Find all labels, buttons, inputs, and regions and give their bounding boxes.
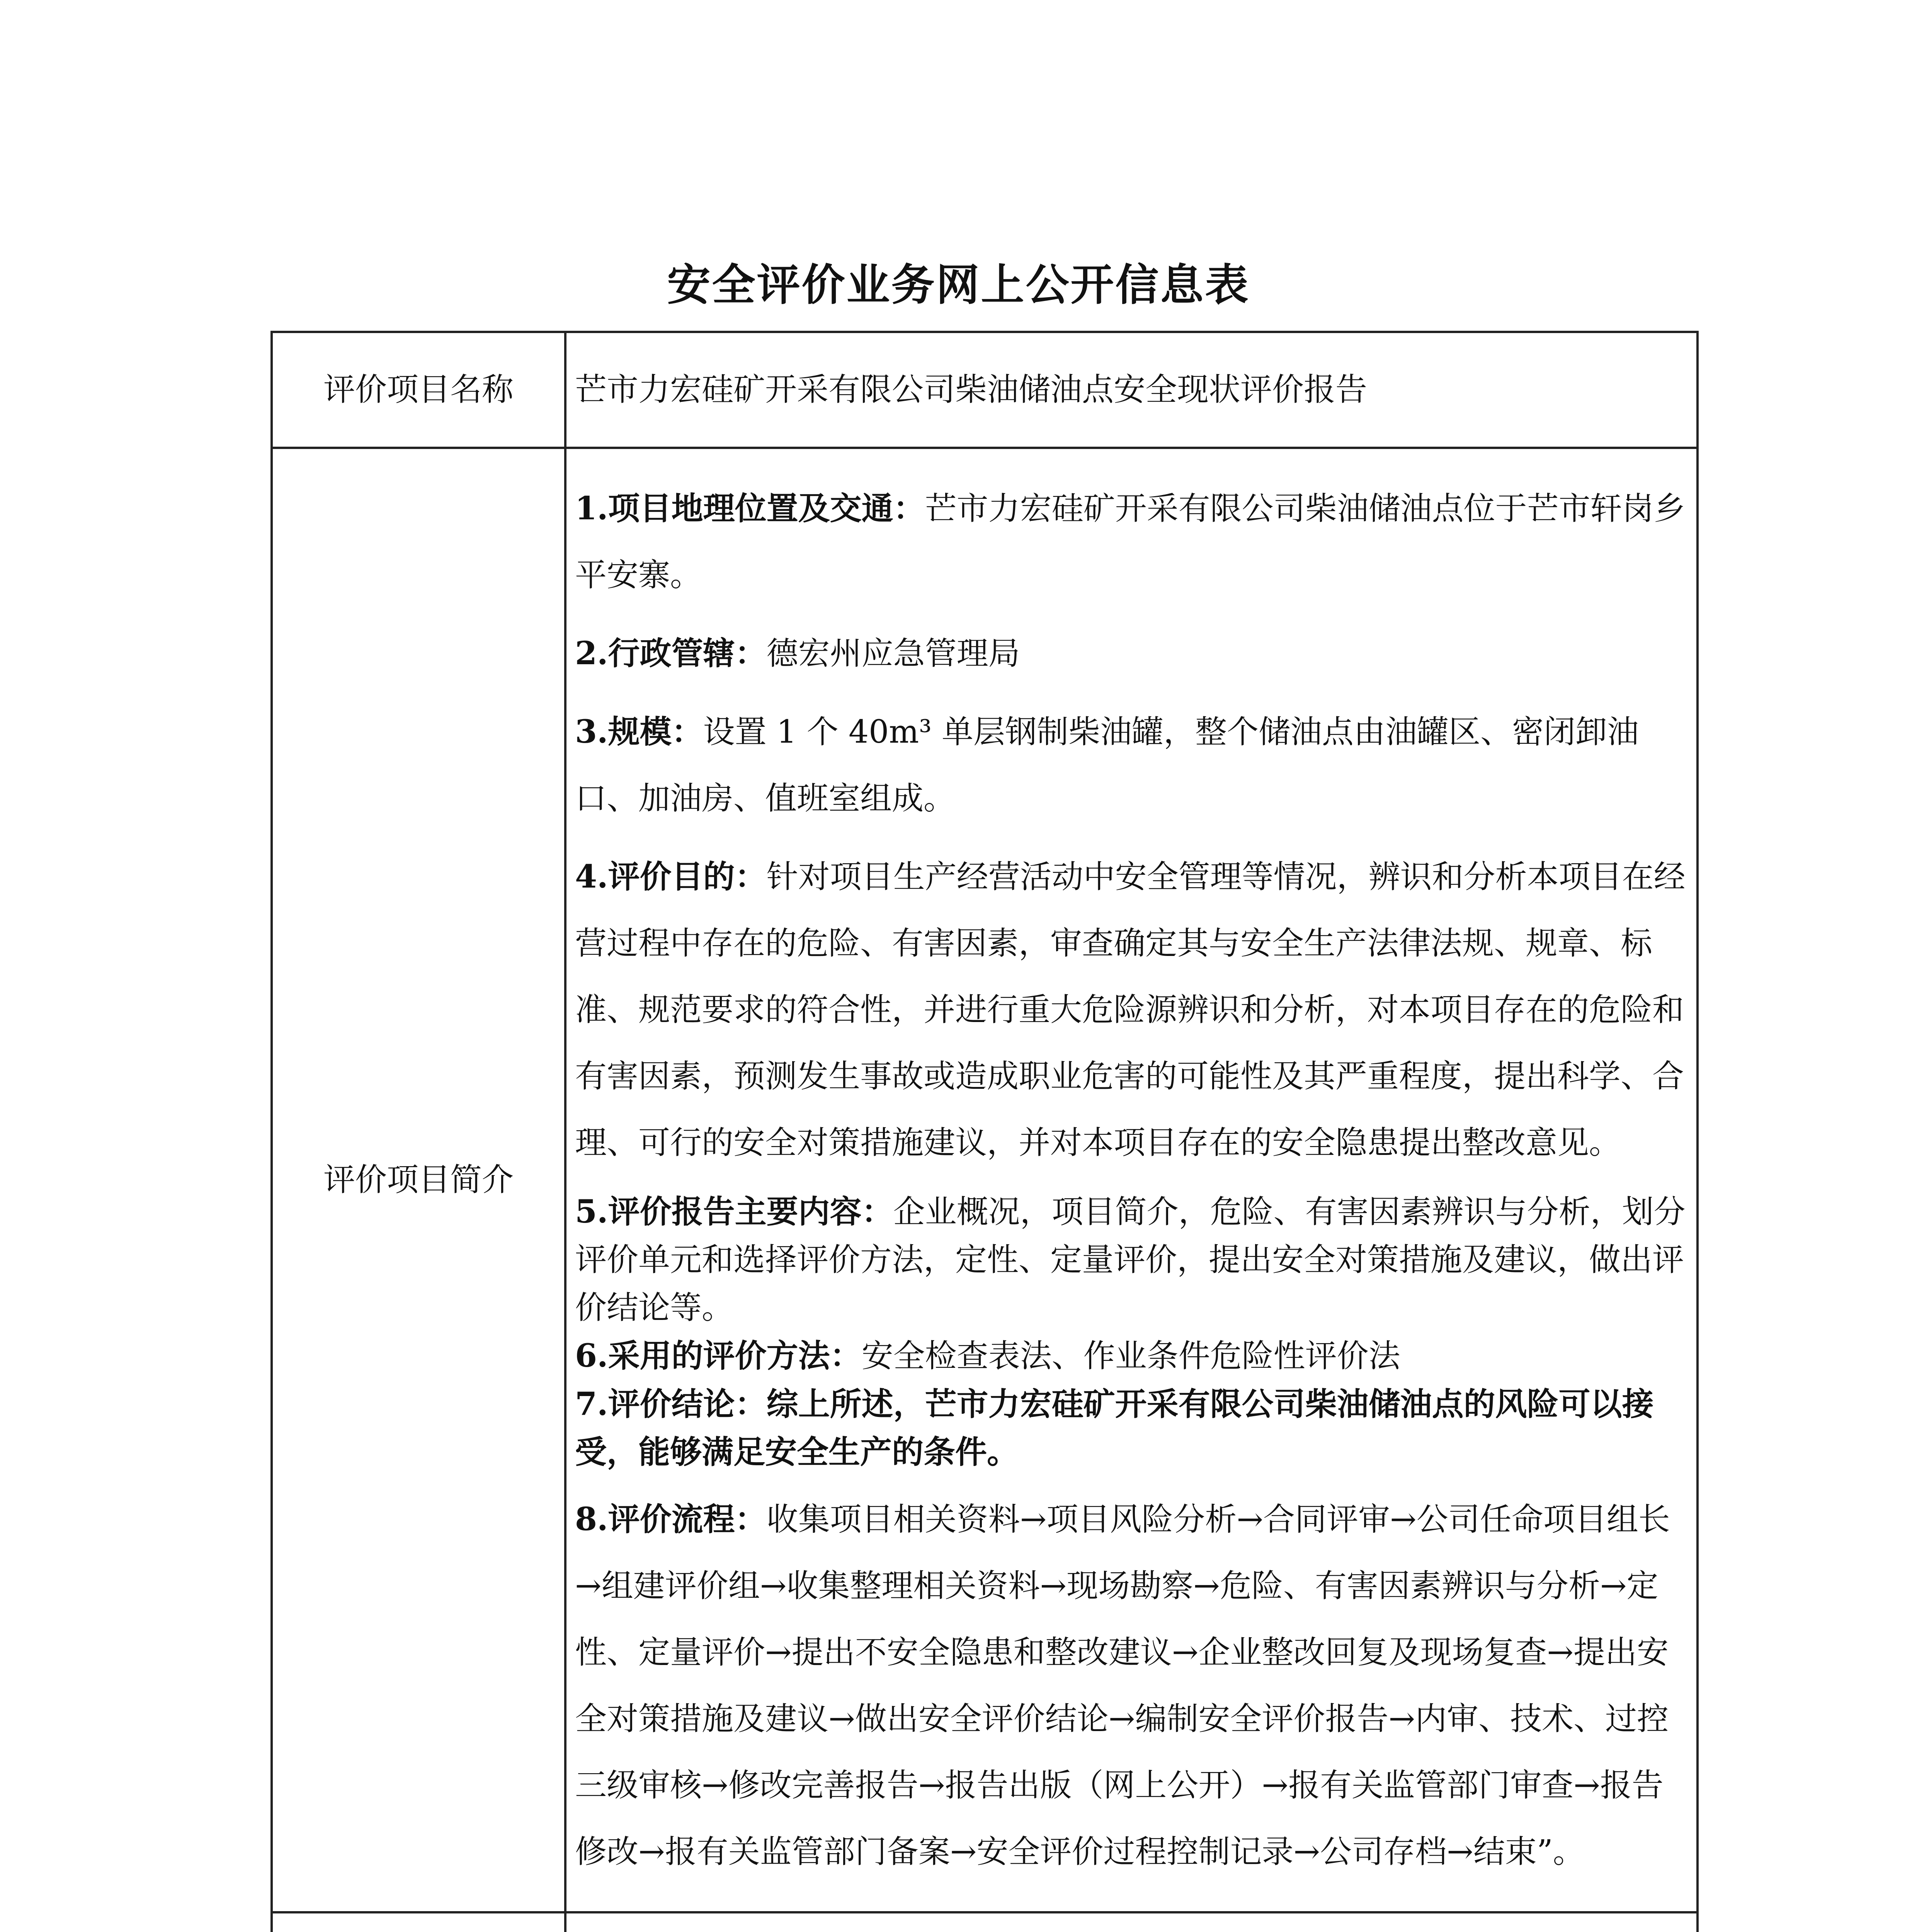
summary-item-heading: 1.项目地理位置及交通： xyxy=(575,490,925,527)
summary-item-heading: 3.规模： xyxy=(575,713,703,750)
summary-item-body: 德宏州应急管理局 xyxy=(766,635,1020,672)
summary-item-location xyxy=(575,475,1688,609)
summary-item-heading: 4.评价目的： xyxy=(575,858,767,895)
summary-label: 评价项目简介 xyxy=(272,448,565,1912)
business-scope-label xyxy=(272,1912,565,1932)
project-name-value: 芒市力宏硅矿开采有限公司柴油储油点安全现状评价报告 xyxy=(565,332,1698,448)
summary-item-body: 设置 1 个 40m³ 单层钢制柴油罐，整个储油点由油罐区、密闭卸油口、加油房、值班室组成。 xyxy=(575,713,1639,817)
summary-item-contents xyxy=(575,1188,1688,1332)
summary-item-process xyxy=(575,1486,1688,1885)
summary-item-conclusion xyxy=(575,1380,1688,1476)
summary-item-purpose xyxy=(575,844,1688,1176)
business-scope-row xyxy=(272,1912,1698,1932)
project-name-row xyxy=(272,332,1698,448)
summary-item-body: 企业概况，项目简介，危险、有害因素辨识与分析，划分评价单元和选择评价方法，定性、定量评价，提出安全对策措施及建议，做出评价结论等。 xyxy=(575,1193,1686,1326)
summary-row xyxy=(272,448,1698,1912)
summary-item-body: 芒市力宏硅矿开采有限公司柴油储油点位于芒市轩岗乡平安寨。 xyxy=(575,490,1686,594)
summary-item-heading: 6.采用的评价方法： xyxy=(575,1337,862,1374)
summary-item-heading: 7.评价结论： xyxy=(575,1385,767,1423)
summary-item-heading: 5.评价报告主要内容： xyxy=(575,1193,893,1230)
page-title: 安全评价业务网上公开信息表 xyxy=(667,260,1250,310)
summary-item-heading: 8.评价流程： xyxy=(575,1500,767,1538)
summary-item-jurisdiction xyxy=(575,620,1688,687)
summary-item-body: 针对项目生产经营活动中安全管理等情况，辨识和分析本项目在经营过程中存在的危险、有害因素，审查确定其与安全生产法律法规、规章、标准、规范要求的符合性，并进行重大危险源辨识和分析，对本项目存在的危险和有害因素，预测发生事故或造成职业危害的可能性及其严重程度，提出科学、合理、可行的安全对策措施建议，并对本项目存在的安全隐患提出整改意见。 xyxy=(575,858,1686,1161)
summary-content xyxy=(565,448,1698,1912)
summary-item-scale xyxy=(575,699,1688,832)
business-scope-value xyxy=(565,1912,1698,1932)
project-name-label: 评价项目名称 xyxy=(272,332,565,448)
summary-item-body: 综上所述，芒市力宏硅矿开采有限公司柴油储油点的风险可以接受，能够满足安全生产的条件。 xyxy=(575,1385,1654,1471)
summary-item-body: 收集项目相关资料→项目风险分析→合同评审→公司任命项目组长→组建评价组→收集整理相关资料→现场勘察→危险、有害因素辨识与分析→定性、定量评价→提出不安全隐患和整改建议→企业整改回复及现场复查→提出安全对策措施及建议→做出安全评价结论→编制安全评价报告→内审、技术、过控三级审核→修改完善报告→报告出版（网上公开）→报有关监管部门审查→报告修改→报有关监管部门备案→安全评价过程控制记录→公司存档→结束”。 xyxy=(575,1501,1670,1870)
summary-item-body: 安全检查表法、作业条件危险性评价法 xyxy=(861,1337,1400,1374)
summary-item-methods xyxy=(575,1332,1688,1380)
info-table xyxy=(270,331,1699,1932)
summary-item-heading: 2.行政管辖： xyxy=(575,634,767,672)
